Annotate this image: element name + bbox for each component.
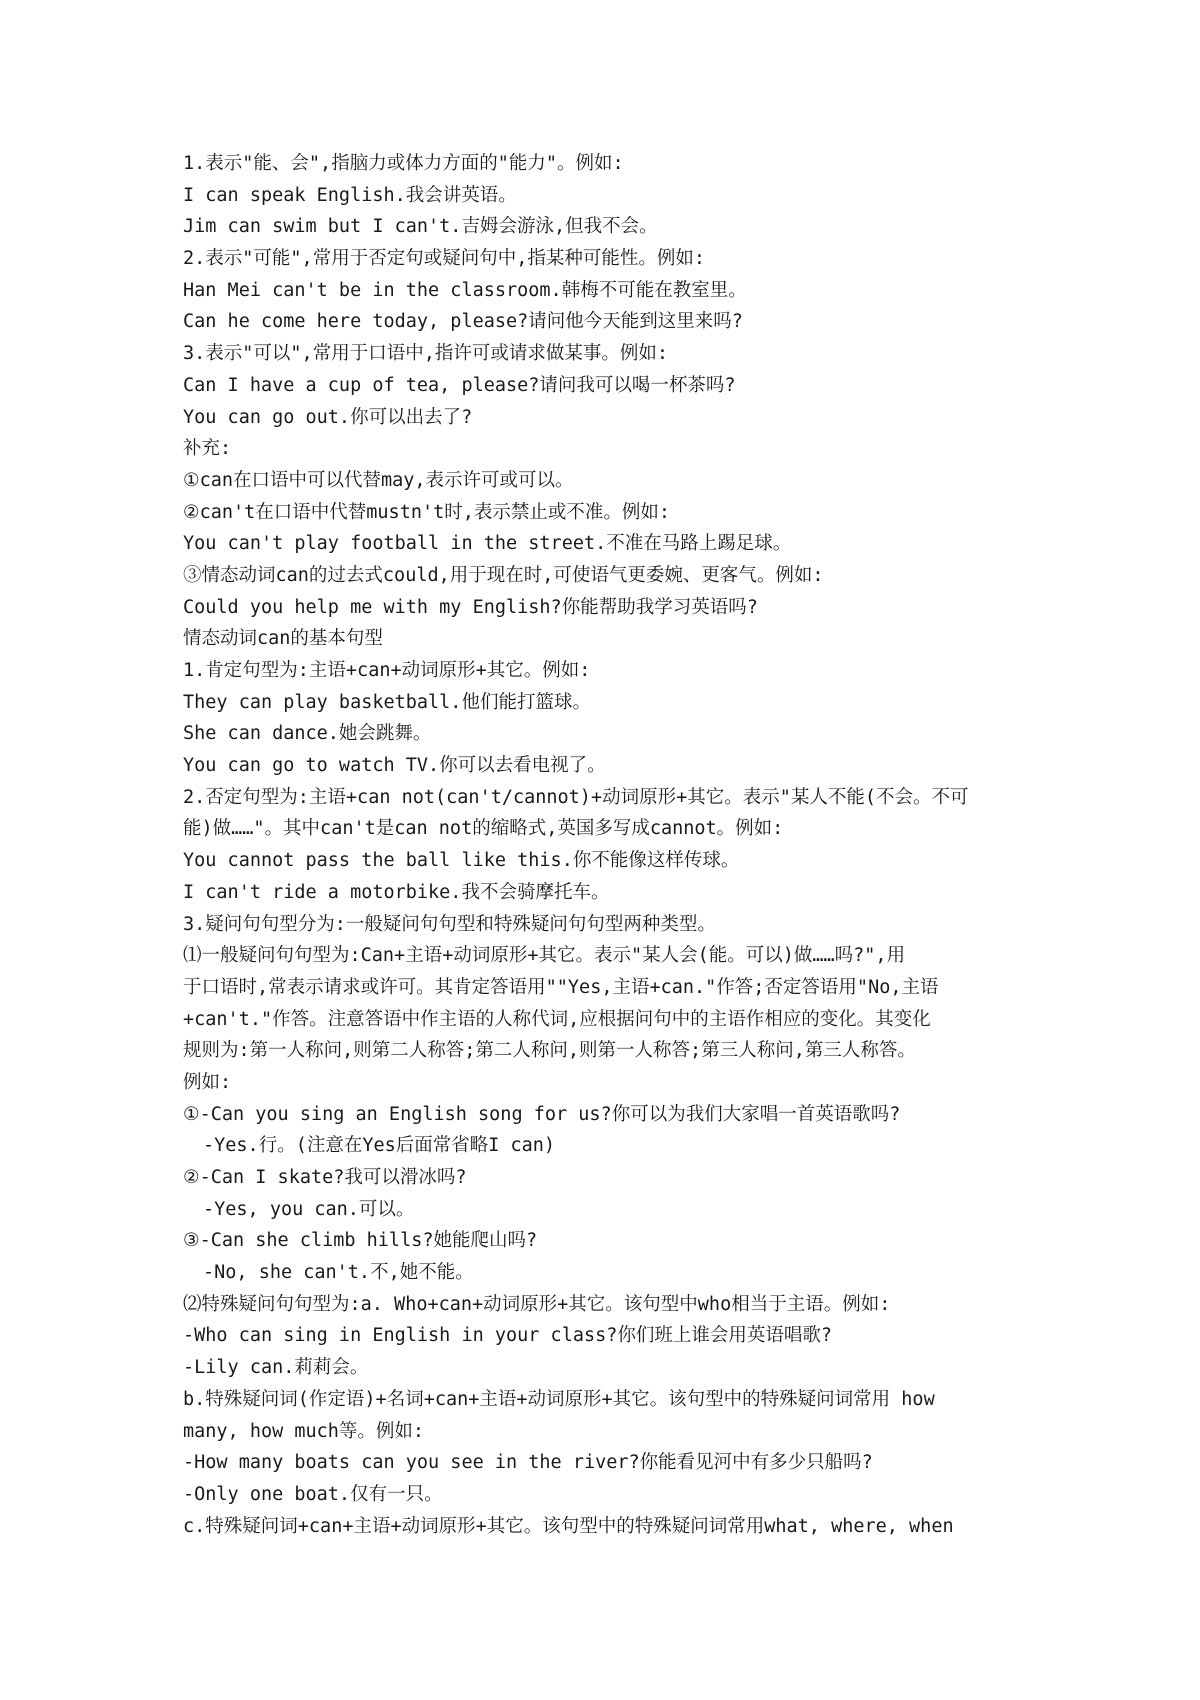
- text-line: Jim can swim but I can't.吉姆会游泳,但我不会。: [183, 216, 658, 238]
- text-line: You can't play football in the street.不准在马路上踢足球。: [183, 533, 792, 555]
- text-line: 3.疑问句句型分为:一般疑问句句型和特殊疑问句句型两种类型。: [183, 913, 716, 935]
- text-line: -Yes, you can.可以。: [203, 1198, 415, 1220]
- text-line: -No, she can't.不,她不能。: [203, 1262, 474, 1284]
- document-body: [183, 148, 1028, 1542]
- text-line: She can dance.她会跳舞。: [183, 723, 432, 745]
- text-line: many, how much等。例如:: [183, 1420, 425, 1442]
- text-line: ⑵特殊疑问句句型为:a. Who+can+动词原形+其它。该句型中who相当于主语。例如:: [183, 1293, 891, 1315]
- text-line: c.特殊疑问词+can+主语+动词原形+其它。该句型中的特殊疑问词常用what, where, when: [183, 1515, 954, 1537]
- text-line: 于口语时,常表示请求或许可。其肯定答语用""Yes,主语+can."作答;否定答语用"No,主语: [183, 976, 939, 998]
- text-line: 例如:: [183, 1071, 232, 1093]
- text-line: 1.表示"能、会",指脑力或体力方面的"能力"。例如:: [183, 153, 624, 174]
- text-line: ①can在口语中可以代替may,表示许可或可以。: [183, 469, 574, 491]
- text-line: -Who can sing in English in your class?你们班上谁会用英语唱歌?: [183, 1325, 833, 1347]
- text-line: 1.肯定句型为:主语+can+动词原形+其它。例如:: [183, 660, 591, 681]
- text-line: 规则为:第一人称问,则第二人称答;第二人称问,则第一人称答;第三人称问,第三人称答。: [183, 1040, 916, 1062]
- text-line: b.特殊疑问词(作定语)+名词+can+主语+动词原形+其它。该句型中的特殊疑问词常用 how: [183, 1388, 935, 1410]
- text-line: ③-Can she climb hills?她能爬山吗?: [183, 1230, 538, 1252]
- text-line: -Only one boat.仅有一只。: [183, 1483, 443, 1505]
- text-line: 2.否定句型为:主语+can not(can't/cannot)+动词原形+其它。表示"某人不能(不会。不可: [183, 786, 969, 808]
- text-line: -How many boats can you see in the river?你能看见河中有多少只船吗?: [183, 1452, 873, 1474]
- text-line: You can go to watch TV.你可以去看电视了。: [183, 755, 606, 777]
- text-line: Han Mei can't be in the classroom.韩梅不可能在教室里。: [183, 279, 747, 301]
- text-line: Could you help me with my English?你能帮助我学习英语吗?: [183, 596, 758, 618]
- text-line: -Lily can.莉莉会。: [183, 1357, 369, 1379]
- text-line: 情态动词can的基本句型: [183, 628, 383, 650]
- text-line: I can't ride a motorbike.我不会骑摩托车。: [183, 881, 610, 903]
- text-line: They can play basketball.他们能打篮球。: [183, 691, 591, 713]
- text-line: 补充:: [183, 438, 232, 460]
- text-line: 能)做……"。其中can't是can not的缩略式,英国多写成cannot。例如:: [183, 818, 784, 840]
- text-line: 3.表示"可以",常用于口语中,指许可或请求做某事。例如:: [183, 343, 668, 365]
- text-line: -Yes.行。(注意在Yes后面常省略I can): [203, 1135, 556, 1157]
- text-line: ①-Can you sing an English song for us?你可以为我们大家唱一首英语歌吗?: [183, 1103, 901, 1125]
- text-line: Can he come here today, please?请问他今天能到这里来吗?: [183, 311, 743, 333]
- text-line: ②-Can I skate?我可以滑冰吗?: [183, 1167, 467, 1188]
- text-line: Can I have a cup of tea, please?请问我可以喝一杯茶吗?: [183, 374, 736, 396]
- text-line: ③情态动词can的过去式could,用于现在时,可使语气更委婉、更客气。例如:: [183, 564, 824, 586]
- text-line: 2.表示"可能",常用于否定句或疑问句中,指某种可能性。例如:: [183, 248, 705, 270]
- text-line: +can't."作答。注意答语中作主语的人称代词,应根据问句中的主语作相应的变化。其变化: [183, 1008, 931, 1030]
- text-line: You cannot pass the ball like this.你不能像这样传球。: [183, 850, 740, 872]
- text-line: ②can't在口语中代替mustn't时,表示禁止或不准。例如:: [183, 501, 671, 523]
- text-line: You can go out.你可以出去了?: [183, 406, 473, 428]
- text-line: I can speak English.我会讲英语。: [183, 184, 517, 206]
- text-line: ⑴一般疑问句句型为:Can+主语+动词原形+其它。表示"某人会(能。可以)做……吗?",用: [183, 945, 906, 967]
